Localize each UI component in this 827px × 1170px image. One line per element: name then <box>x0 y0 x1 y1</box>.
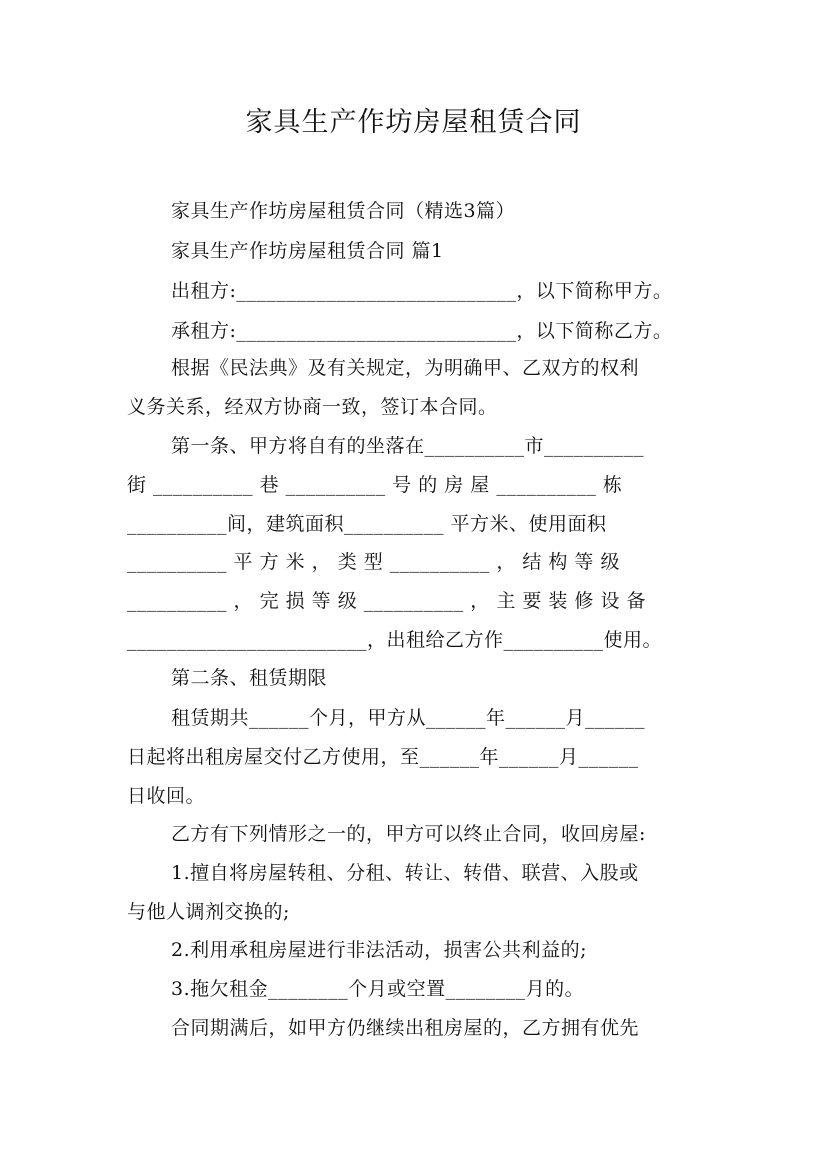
document-title: 家具生产作坊房屋租赁合同 <box>245 107 582 138</box>
lessee-line: 承租方:____________________________，以下简称乙方。 <box>171 320 673 342</box>
subtitle-line: 家具生产作坊房屋租赁合同（精选3篇） <box>171 200 516 222</box>
article-line: 日收回。 <box>127 785 206 807</box>
article-line: 街 __________ 巷 __________ 号 的 房 屋 __________ 栋 <box>127 474 623 496</box>
article-heading: 第二条、租赁期限 <box>171 667 328 689</box>
paragraph-line: 义务关系，经双方协商一致，签订本合同。 <box>127 396 498 418</box>
list-item: 2.利用承租房屋进行非法活动，损害公共利益的; <box>171 939 588 961</box>
paragraph-line: 合同期满后，如甲方仍继续出租房屋的，乙方拥有优先 <box>171 1017 640 1039</box>
paragraph-line: 根据《民法典》及有关规定，为明确甲、乙双方的权利 <box>171 357 640 379</box>
article-line: ________________________，出租给乙方作__________使用。 <box>127 629 663 651</box>
article-line: 第一条、甲方将自有的坐落在__________市__________ <box>171 435 645 457</box>
paragraph-line: 乙方有下列情形之一的，甲方可以终止合同，收回房屋: <box>171 823 646 845</box>
list-item: 与他人调剂交换的; <box>127 901 290 923</box>
section-heading: 家具生产作坊房屋租赁合同 篇1 <box>171 240 444 262</box>
article-line: __________间，建筑面积__________ 平方米、使用面积 <box>127 513 607 535</box>
article-line: 日起将出租房屋交付乙方使用，至______年______月______ <box>127 746 639 768</box>
lessor-line: 出租方:____________________________，以下简称甲方。 <box>171 280 673 302</box>
article-line: 租赁期共______个月，甲方从______年______月______ <box>171 707 646 729</box>
article-line: __________ ， 完 损 等 级 __________ ， 主 要 装 修 设 备 <box>127 590 647 612</box>
list-item: 1.擅自将房屋转租、分租、转让、转借、联营、入股或 <box>171 862 639 884</box>
list-item: 3.拖欠租金________个月或空置________月的。 <box>171 978 585 1000</box>
article-line: __________ 平 方 米 ， 类 型 __________ ， 结 构 等 级 <box>127 551 620 573</box>
